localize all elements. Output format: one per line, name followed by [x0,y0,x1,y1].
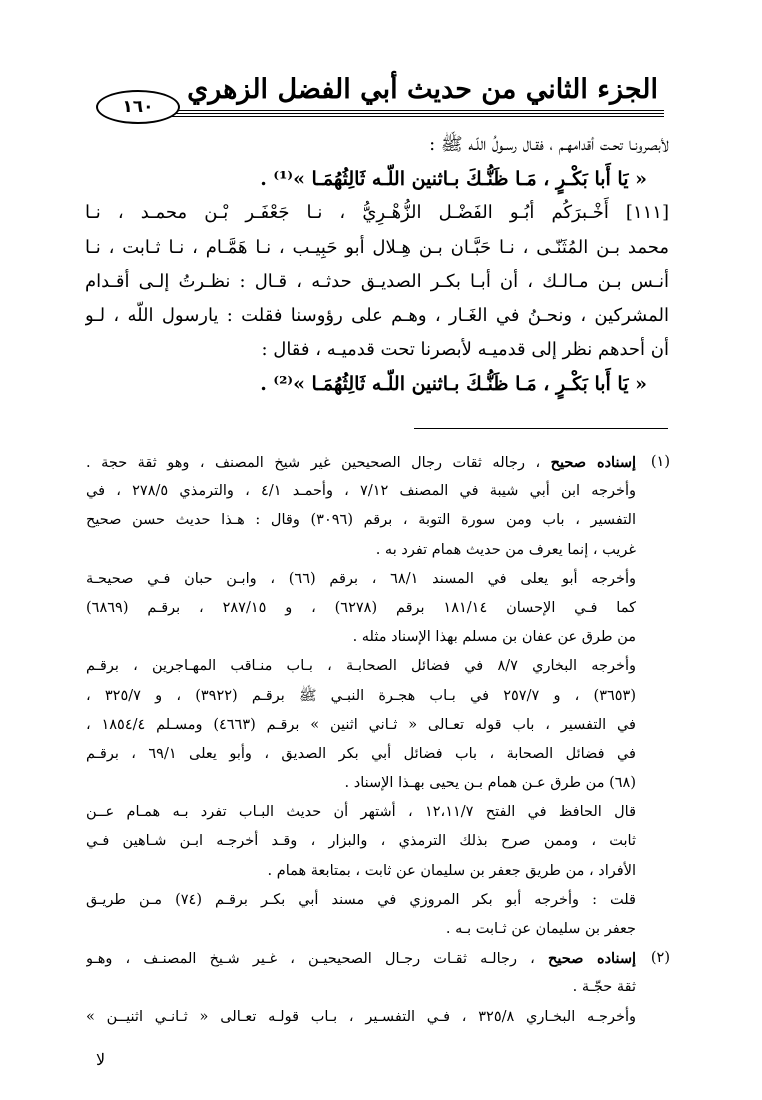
page-number-badge [96,90,180,124]
footnote-1-body [86,477,670,944]
header-rule [104,110,664,114]
footnote-line: ثقة حجّـة . [572,979,636,996]
footnote-separator [414,428,668,429]
footnote-line: من طرق عن عفان بن مسلم بهذا الإسناد مثله . [352,629,636,646]
footnote-2-body [86,973,670,1031]
text-line: أن أحدهم نظر إلى قدميـه لأبصرنا تحت قدميـه ، فقال : [261,339,669,361]
footnote-label: إسناده صحيح [550,454,636,471]
footnote-line: جعفر بن سليمان عن ثـابت بـه . [445,921,636,937]
text-line: أنـس بـن مـالـك ، أن أبـا بكـر الصديـق حدثـه ، قـال : نظـرتُ إلـى أقـدام [85,270,669,292]
hadith-number-line: [١١١] أَخْـبرَكُم أبُـو الفَضْـل الزُّهْـرِيُّ ، نـا جَعْفَـر بْـن محمـد ، نـا [85,202,669,224]
text-line: لأبصرونـا تحـت أقدامهـم ، فقـال رسـولُ اللّـه ﷺ : [429,134,669,155]
running-title: الجزء الثاني من حديث أبي الفضل الزهري [187,74,658,105]
header-rule-thin [104,116,664,117]
footnote-line: غريب ، إنما يعرف من حديث همام تفرد به . [375,541,636,558]
footnote-line: قلت : وأخرجه أبو بكر المروزي في مسند أبي بكـر برقـم (٧٤) مـن طريـق [86,891,636,908]
page-number: ١٦٠ [122,97,154,117]
footnote-line: كما فـي الإحسان ١٨١/١٤ برقم (٦٢٧٨) ، و ٢٨٧/١٥ ، برقـم (٦٨٦٩) [86,599,636,616]
footnote-number: (٢) [650,950,670,967]
hadith-quote: « يَا أَبا بَكْـرٍ ، مَـا ظَنُّـكَ بـاثنين اللّـه ثَالِثُهُمَـا »⁽¹⁾ . [260,168,647,191]
footnote-text-rest: ، رجاله ثقات رجال الصحيحين غير شيخ المصنف ، وهو ثقة حجة . [86,455,541,471]
page-header [96,66,664,120]
footnote-2-head [86,944,670,973]
text-line: محمد بـن المُثَنّـى ، نـا حَبَّـان بـن هِـلال أبو حَبِيـب ، نـا هَمَّـام ، نـا ثـابت ، نـا [85,236,669,258]
footnotes [86,448,670,1032]
footnote-line: الأفراد ، من طريق جعفر بن سليمان عن ثابت ، بمتابعة همام . [267,862,636,879]
footnote-1-head [86,448,670,477]
text-line: المشركين ، ونحـنُ في الغَـار ، وهـم على رؤوسنا فقلت : يارسول اللّه ، لـو [85,304,669,326]
footnote-text [86,448,636,477]
footnote-line: ثابت ، وممن صرح بذلك الترمذي ، والبزار ، وقـد أخرجـه ابـن شـاهين فـي [86,833,636,850]
footnote-line: (٣٦٥٣) ، و ٢٥٧/٧ في بـاب هجـرة النبـي ﷺ برقـم (٣٩٢٢) ، و ٣٢٥/٧ ، [86,687,636,704]
footnote-text [86,944,636,973]
footnote-line: وأخرجه أبو يعلى في المسند ٦٨/١ ، برقم (٦٦) ، وابـن حبان فـي صحيحـة [86,570,636,587]
hadith-quote: « يَا أَبا بَكْـرٍ ، مَـا ظَنُّـكَ بـاثنين اللّـه ثَالِثُهُمَـا »⁽²⁾ . [260,373,647,396]
footnote-line: (٦٨) من طرق عـن همام بـن يحيى بهـذا الإسناد . [344,775,636,792]
footnote-label: إسناده صحيح [547,950,636,968]
footnote-line: قال الحافظ في الفتح ١٢،١١/٧ ، أشتهر أن حديث البـاب تفرد بـه همـام عــن [86,804,636,821]
main-text [85,128,669,402]
footnote-line: في فضائل الصحابة ، باب فضائل أبي بكر الصديق ، وأبو يعلى ٦٩/١ ، برقـم [86,745,636,762]
footnote-line: وأخرجه ابن أبي شيبة في المصنف ٧/١٢ ، وأحمـد ٤/١ ، والترمذي ٢٧٨/٥ ، في [86,483,636,500]
footnote-line: وأخرجـه البخـاري ٣٢٥/٨ ، فـي التفسـير ، بـاب قولـه تعـالى « ثـانـي اثنيــن » [86,1008,636,1025]
catchword: لا [96,1050,106,1069]
footnote-text-rest: ، رجالـه ثقـات رجـال الصحيحيـن ، غـير شـيخ المصنـف ، وهـو [86,951,535,968]
footnote-line: في التفسير ، باب قوله تعـالى « ثـاني اثنين » برقـم (٤٦٦٣) ومسـلم ١٨٥٤/٤ ، [86,716,636,733]
footnote-line: وأخرجه البخاري ٨/٧ في فضائل الصحابـة ، بـاب منـاقب المهـاجرين ، برقـم [86,658,636,675]
footnote-number: (١) [650,454,670,470]
footnote-line: التفسير ، باب ومن سورة التوبة ، برقم (٣٠٩٦) وقال : هـذا حديث حسن صحيح [86,512,636,529]
